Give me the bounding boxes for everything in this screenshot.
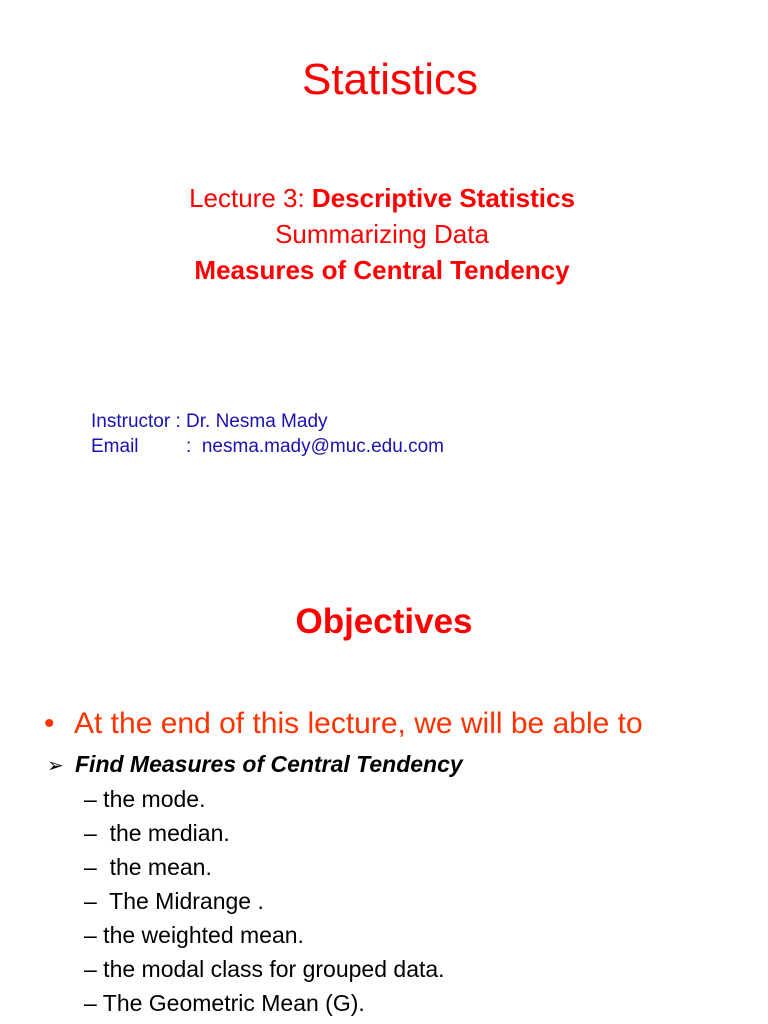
slide-title: Statistics (301, 55, 479, 104)
lecture-line (0, 180, 764, 216)
lecture-topic: Descriptive Statistics (311, 183, 575, 213)
sub-heading-text: Find Measures of Central Tendency (75, 751, 463, 777)
objectives-list (84, 782, 445, 1020)
list-item: – the median. (84, 820, 230, 846)
email-line: Email : nesma.mady@muc.edu.com (91, 436, 444, 457)
bullet-dot-icon: • (44, 707, 55, 740)
list-item: – the mode. (84, 786, 206, 812)
list-item: – The Geometric Mean (G). (84, 990, 365, 1016)
subtitle-measures: Measures of Central Tendency (194, 255, 570, 285)
instructor-info (91, 409, 444, 459)
arrow-bullet-icon: ➢ (47, 753, 64, 777)
objectives-sub-heading (47, 748, 463, 781)
subtitle-summarizing: Summarizing Data (275, 219, 489, 249)
objectives-title: Objectives (295, 602, 473, 641)
objectives-bullet (44, 704, 643, 744)
list-item: – the mean. (84, 854, 212, 880)
list-item: – The Midrange . (84, 888, 264, 914)
instructor-line: Instructor : Dr. Nesma Mady (91, 411, 328, 432)
list-item: – the weighted mean. (84, 922, 304, 948)
lecture-subtitle-block (0, 180, 764, 288)
list-item: – the modal class for grouped data. (84, 956, 445, 982)
lecture-prefix: Lecture 3: (189, 183, 312, 213)
bullet-text: At the end of this lecture, we will be able to (74, 707, 643, 740)
